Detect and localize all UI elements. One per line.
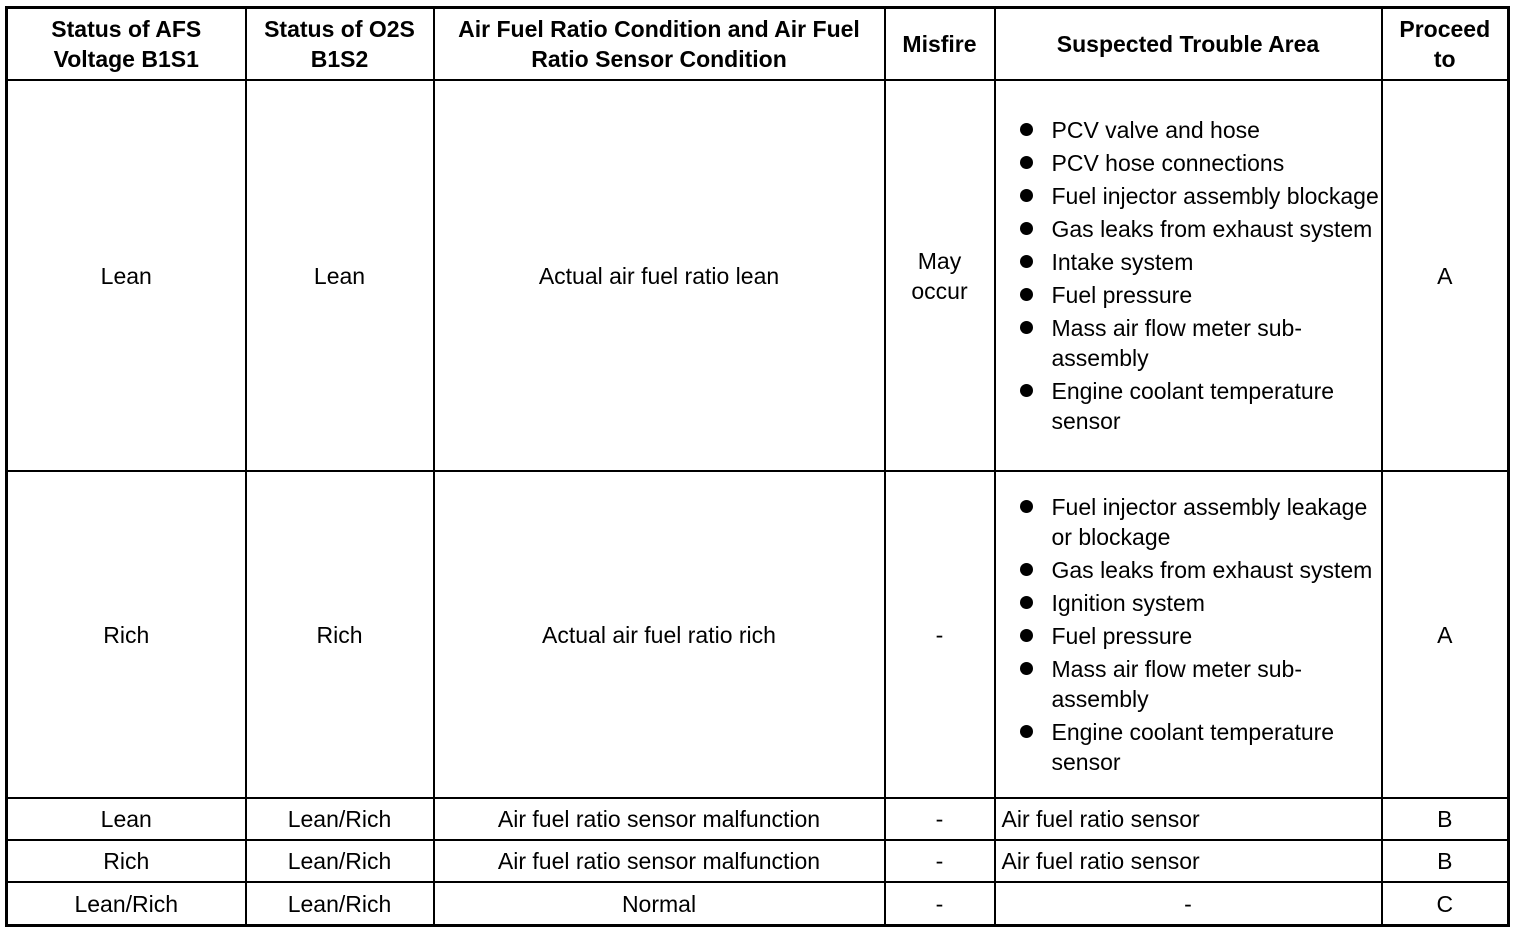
list-item-text: Intake system bbox=[1051, 249, 1194, 275]
o2s-status-cell: Lean bbox=[246, 80, 434, 471]
bullet-icon bbox=[1020, 222, 1033, 235]
bullet-icon bbox=[1020, 596, 1033, 609]
list-item bbox=[1020, 654, 1381, 714]
afs-status-cell: Lean bbox=[7, 80, 246, 471]
list-item bbox=[1020, 148, 1381, 178]
list-item bbox=[1020, 492, 1381, 552]
misfire-cell: - bbox=[885, 798, 995, 840]
table-row bbox=[7, 80, 1509, 471]
list-item bbox=[1020, 214, 1381, 244]
afs-status-cell: Rich bbox=[7, 471, 246, 798]
trouble-list bbox=[996, 111, 1381, 440]
proceed-cell: B bbox=[1382, 840, 1509, 882]
table-row bbox=[7, 471, 1509, 798]
bullet-icon bbox=[1020, 321, 1033, 334]
bullet-icon bbox=[1020, 255, 1033, 268]
proceed-cell: C bbox=[1382, 882, 1509, 926]
trouble-area-cell: Air fuel ratio sensor bbox=[995, 840, 1382, 882]
bullet-icon bbox=[1020, 156, 1033, 169]
list-item bbox=[1020, 280, 1381, 310]
list-item bbox=[1020, 376, 1381, 436]
afs-status-cell: Lean bbox=[7, 798, 246, 840]
table-row bbox=[7, 882, 1509, 926]
misfire-cell: - bbox=[885, 882, 995, 926]
bullet-icon bbox=[1020, 500, 1033, 513]
list-item bbox=[1020, 555, 1381, 585]
bullet-icon bbox=[1020, 123, 1033, 136]
list-item-text: PCV hose connections bbox=[1051, 150, 1285, 176]
list-item-text: Engine coolant temperature sensor bbox=[1051, 378, 1335, 434]
misfire-cell: May occur bbox=[885, 80, 995, 471]
condition-cell: Normal bbox=[434, 882, 885, 926]
trouble-list bbox=[996, 488, 1381, 781]
list-item-text: Engine coolant temperature sensor bbox=[1051, 719, 1335, 775]
header-afs-status: Status of AFS Voltage B1S1 bbox=[7, 8, 246, 81]
header-o2s-status: Status of O2S B1S2 bbox=[246, 8, 434, 81]
condition-cell: Actual air fuel ratio rich bbox=[434, 471, 885, 798]
bullet-icon bbox=[1020, 288, 1033, 301]
list-item bbox=[1020, 717, 1381, 777]
list-item-text: Fuel pressure bbox=[1051, 623, 1193, 649]
table-row bbox=[7, 840, 1509, 882]
list-item bbox=[1020, 588, 1381, 618]
list-item-text: Fuel injector assembly blockage bbox=[1051, 183, 1379, 209]
header-condition: Air Fuel Ratio Condition and Air Fuel Ratio Sensor Condition bbox=[434, 8, 885, 81]
header-row bbox=[7, 8, 1509, 81]
trouble-area-cell bbox=[995, 471, 1382, 798]
list-item bbox=[1020, 621, 1381, 651]
trouble-area-cell: - bbox=[995, 882, 1382, 926]
misfire-cell: - bbox=[885, 840, 995, 882]
proceed-cell: B bbox=[1382, 798, 1509, 840]
misfire-cell: - bbox=[885, 471, 995, 798]
afs-status-cell: Lean/Rich bbox=[7, 882, 246, 926]
bullet-icon bbox=[1020, 189, 1033, 202]
list-item-text: Ignition system bbox=[1051, 590, 1205, 616]
diagnosis-table bbox=[5, 6, 1510, 927]
list-item-text: Fuel pressure bbox=[1051, 282, 1193, 308]
list-item bbox=[1020, 247, 1381, 277]
list-item-text: Fuel injector assembly leakage or blockage bbox=[1051, 494, 1368, 550]
o2s-status-cell: Rich bbox=[246, 471, 434, 798]
proceed-cell: A bbox=[1382, 80, 1509, 471]
list-item-text: Gas leaks from exhaust system bbox=[1051, 216, 1373, 242]
bullet-icon bbox=[1020, 384, 1033, 397]
header-proceed: Proceed to bbox=[1382, 8, 1509, 81]
list-item-text: Mass air flow meter sub-assembly bbox=[1051, 315, 1303, 371]
condition-cell: Actual air fuel ratio lean bbox=[434, 80, 885, 471]
list-item bbox=[1020, 115, 1381, 145]
list-item-text: PCV valve and hose bbox=[1051, 117, 1260, 143]
trouble-area-cell bbox=[995, 80, 1382, 471]
o2s-status-cell: Lean/Rich bbox=[246, 882, 434, 926]
bullet-icon bbox=[1020, 563, 1033, 576]
o2s-status-cell: Lean/Rich bbox=[246, 840, 434, 882]
afs-status-cell: Rich bbox=[7, 840, 246, 882]
list-item bbox=[1020, 313, 1381, 373]
list-item-text: Mass air flow meter sub-assembly bbox=[1051, 656, 1303, 712]
header-trouble-area: Suspected Trouble Area bbox=[995, 8, 1382, 81]
bullet-icon bbox=[1020, 629, 1033, 642]
list-item-text: Gas leaks from exhaust system bbox=[1051, 557, 1373, 583]
condition-cell: Air fuel ratio sensor malfunction bbox=[434, 798, 885, 840]
table-row bbox=[7, 798, 1509, 840]
o2s-status-cell: Lean/Rich bbox=[246, 798, 434, 840]
bullet-icon bbox=[1020, 662, 1033, 675]
trouble-area-cell: Air fuel ratio sensor bbox=[995, 798, 1382, 840]
header-misfire: Misfire bbox=[885, 8, 995, 81]
bullet-icon bbox=[1020, 725, 1033, 738]
condition-cell: Air fuel ratio sensor malfunction bbox=[434, 840, 885, 882]
list-item bbox=[1020, 181, 1381, 211]
proceed-cell: A bbox=[1382, 471, 1509, 798]
